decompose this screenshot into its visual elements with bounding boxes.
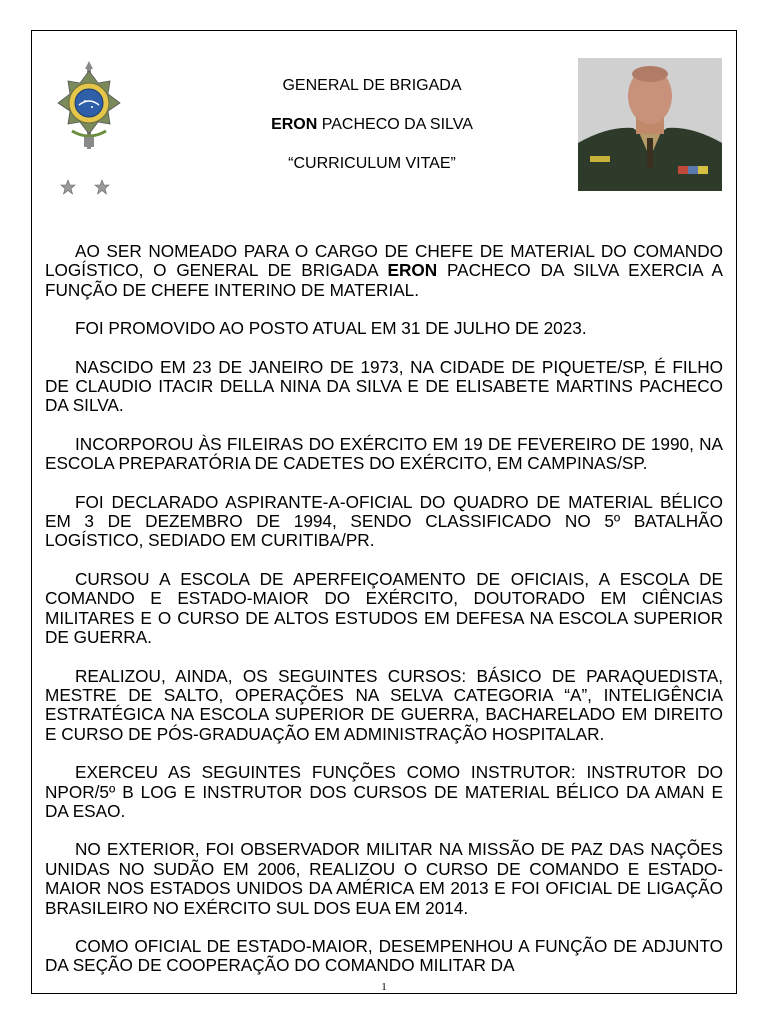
- officer-name: [212, 115, 532, 135]
- officer-name-rest: PACHECO DA SILVA: [317, 116, 473, 133]
- paragraph-text: AO SER NOMEADO PARA O CARGO DE CHEFE DE MATERIAL DO COMANDO LOGÍSTICO, O GENERAL DE BRIGADA: [45, 241, 723, 281]
- document-header: [212, 76, 532, 193]
- star-icon: [60, 179, 76, 195]
- paragraph: NASCIDO EM 23 DE JANEIRO DE 1973, NA CIDADE DE PIQUETE/SP, É FILHO DE CLAUDIO ITACIR DELLA NINA DA SILVA E DE ELISABETE MARTINS PACHECO DA SILVA.: [45, 356, 723, 416]
- rank-title: GENERAL DE BRIGADA: [282, 77, 462, 94]
- paragraph: INCORPOROU ÀS FILEIRAS DO EXÉRCITO EM 19 DE FEVEREIRO DE 1990, NA ESCOLA PREPARATÓRIA DE CADETES DO EXÉRCITO, EM CAMPINAS/SP.: [45, 433, 723, 474]
- paragraph: [45, 242, 723, 300]
- document-body: [45, 242, 723, 994]
- general-stars: [60, 179, 120, 197]
- star-icon: [94, 179, 110, 195]
- paragraph-bold: ERON: [387, 260, 438, 281]
- document-page: [31, 30, 737, 994]
- document-title: “CURRICULUM VITAE”: [288, 155, 456, 172]
- paragraph: FOI PROMOVIDO AO POSTO ATUAL EM 31 DE JULHO DE 2023.: [75, 318, 587, 339]
- paragraph: NO EXTERIOR, FOI OBSERVADOR MILITAR NA MISSÃO DE PAZ DAS NAÇÕES UNIDAS NO SUDÃO EM 2006, REALIZOU O CURSO DE COMANDO E ESTADO-MAIOR NOS ESTADOS UNIDOS DA AMÉRICA EM 2013 E FOI OFICIAL DE LIGAÇÃO BRASILEIRO NO EXÉRCITO SUL DOS EUA EM 2014.: [45, 839, 723, 918]
- officer-portrait: [578, 58, 722, 191]
- paragraph: FOI DECLARADO ASPIRANTE-A-OFICIAL DO QUADRO DE MATERIAL BÉLICO EM 3 DE DEZEMBRO DE 1994, SENDO CLASSIFICADO NO 5º BATALHÃO LOGÍSTICO, SEDIADO EM CURITIBA/PR.: [45, 491, 723, 551]
- army-emblem-icon: [54, 61, 124, 153]
- paragraph-text: PACHECO DA SILVA EXERCIA A FUNÇÃO DE CHEFE INTERINO DE MATERIAL.: [45, 260, 723, 300]
- paragraph: COMO OFICIAL DE ESTADO-MAIOR, DESEMPENHOU A FUNÇÃO DE ADJUNTO DA SEÇÃO DE COOPERAÇÃO DO COMANDO MILITAR DA: [45, 935, 723, 976]
- paragraph: CURSOU A ESCOLA DE APERFEIÇOAMENTO DE OFICIAIS, A ESCOLA DE COMANDO E ESTADO-MAIOR DO EXÉRCITO, DOUTORADO EM CIÊNCIAS MILITARES E O CURSO DE ALTOS ESTUDOS EM DEFESA NA ESCOLA SUPERIOR DE GUERRA.: [45, 568, 723, 648]
- officer-name-bold: ERON: [271, 116, 318, 133]
- page-number: 1: [381, 981, 387, 993]
- paragraph: EXERCEU AS SEGUINTES FUNÇÕES COMO INSTRUTOR: INSTRUTOR DO NPOR/5º B LOG E INSTRUTOR DOS CURSOS DE MATERIAL BÉLICO DA AMAN E DA ESAO.: [45, 762, 723, 821]
- paragraph: REALIZOU, AINDA, OS SEGUINTES CURSOS: BÁSICO DE PARAQUEDISTA, MESTRE DE SALTO, OPERAÇÕES NA SELVA CATEGORIA “A”, INTELIGÊNCIA ESTRATÉGICA NA ESCOLA SUPERIOR DE GUERRA, BACHARELADO EM DIREITO E CURSO DE PÓS-GRADUAÇÃO EM ADMINISTRAÇÃO HOSPITALAR.: [45, 665, 723, 744]
